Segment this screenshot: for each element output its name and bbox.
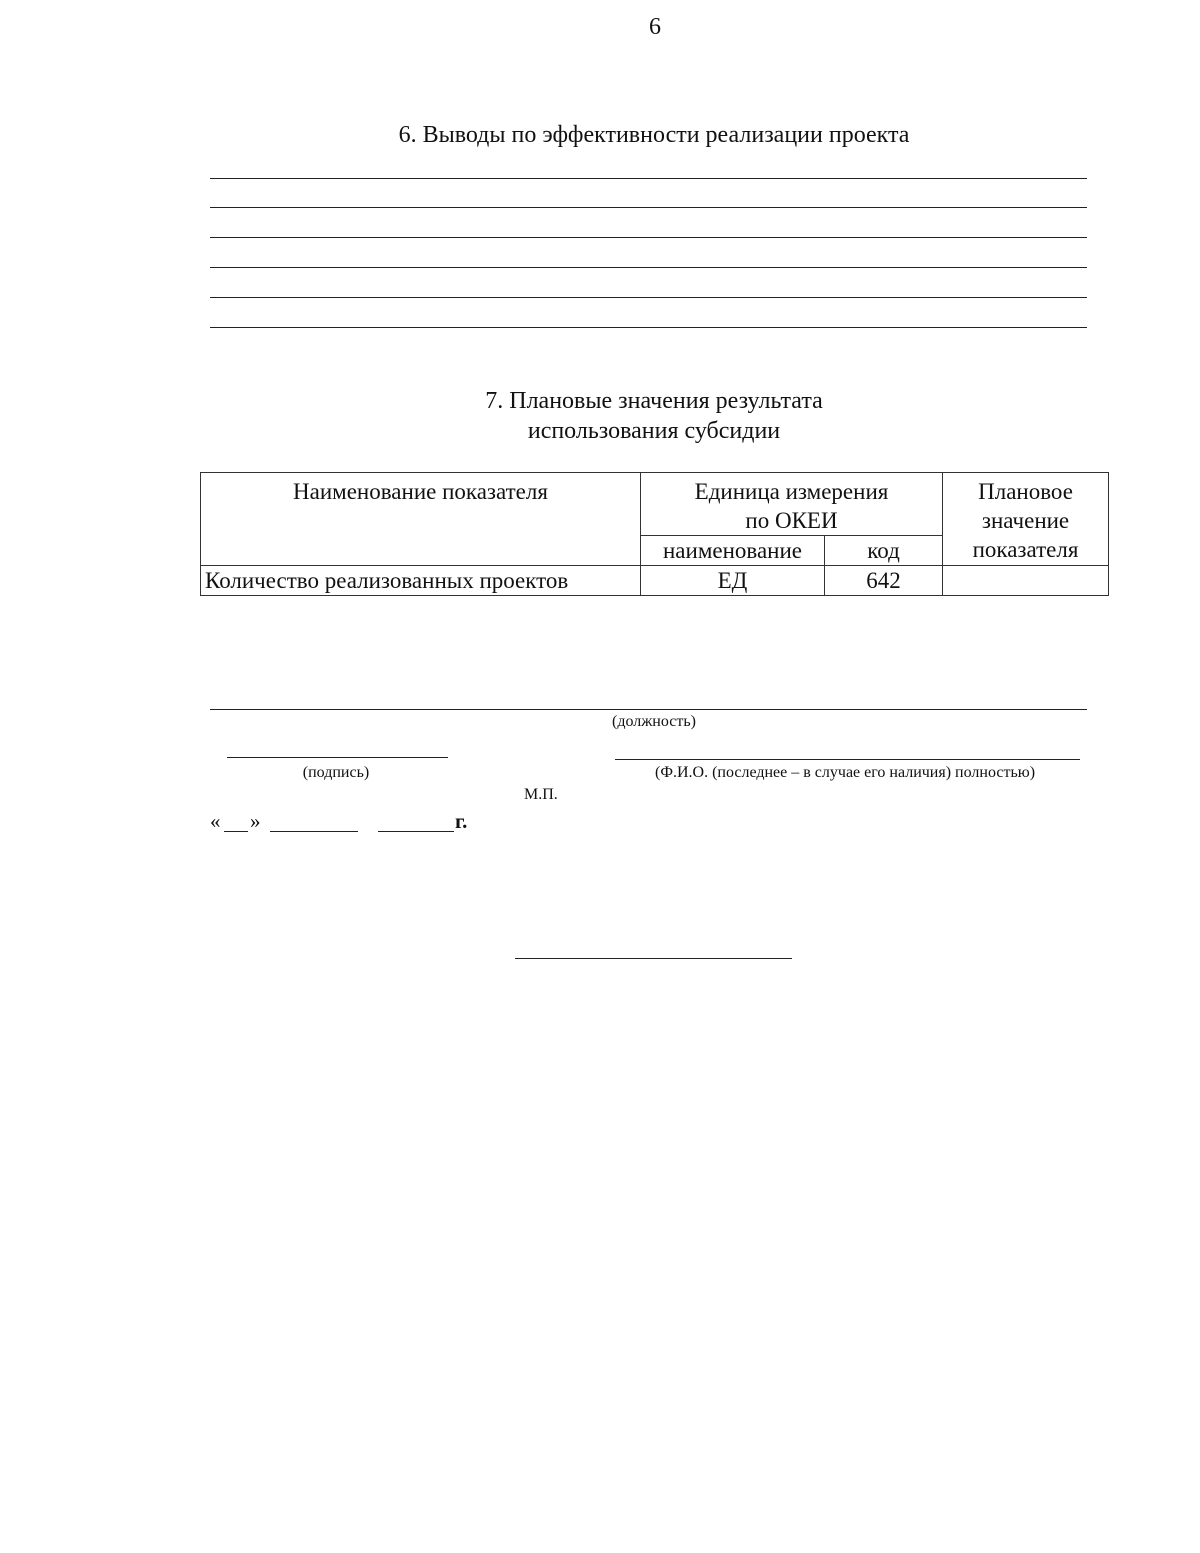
fio-label: (Ф.И.О. (последнее – в случае его наличия) полностью) (655, 764, 1036, 781)
table-row (201, 566, 1109, 596)
year-suffix: г. (455, 809, 468, 833)
header-indicator-name: Наименование показателя (201, 473, 641, 566)
date-day-line[interactable] (224, 831, 248, 832)
header-unit-group: Единица измерения по ОКЕИ (641, 473, 943, 536)
header-unit-name: наименование (641, 536, 825, 566)
conclusion-line[interactable] (210, 267, 1087, 268)
row-code: 642 (825, 566, 943, 596)
signature-line[interactable] (227, 757, 448, 758)
fio-line[interactable] (615, 759, 1080, 760)
page-number: 6 (649, 14, 661, 40)
conclusion-line[interactable] (210, 297, 1087, 298)
section-7-title (200, 386, 1108, 446)
conclusion-line[interactable] (210, 327, 1087, 328)
header-plan-value: Плановое значение показателя (943, 473, 1109, 566)
row-indicator-name: Количество реализованных проектов (201, 566, 641, 596)
header-unit-code: код (825, 536, 943, 566)
position-line[interactable] (210, 709, 1087, 710)
row-unit: ЕД (641, 566, 825, 596)
section-6-title: 6. Выводы по эффективности реализации проекта (398, 122, 910, 148)
section-7-title-line2: использования субсидии (527, 418, 781, 444)
date-year-line[interactable] (378, 831, 454, 832)
conclusion-line[interactable] (210, 178, 1087, 179)
date-month-line[interactable] (270, 831, 358, 832)
position-label: (должность) (612, 713, 696, 730)
conclusion-line[interactable] (210, 207, 1087, 208)
date-close-quote: » (250, 809, 261, 833)
row-plan-value[interactable] (943, 566, 1109, 596)
section-7-title-line1: 7. Плановые значения результата (485, 388, 823, 414)
end-separator (515, 958, 792, 959)
signature-label: (подпись) (302, 764, 370, 781)
stamp-label: М.П. (524, 786, 558, 803)
date-open-quote: « (210, 809, 221, 833)
indicators-table (200, 472, 1109, 596)
conclusion-line[interactable] (210, 237, 1087, 238)
